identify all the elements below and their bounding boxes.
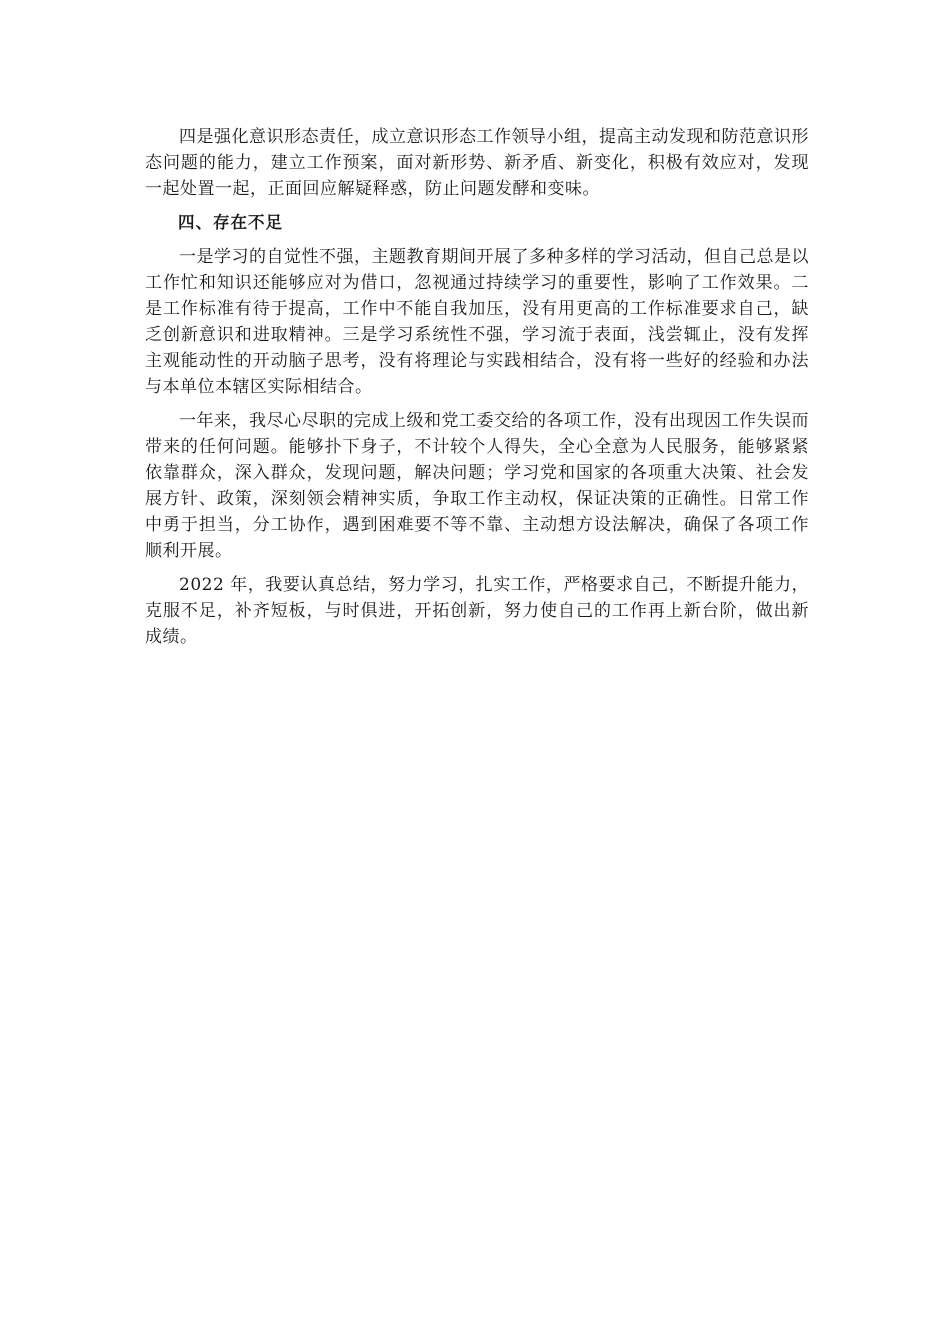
paragraph-outlook: 2022 年，我要认真总结，努力学习，扎实工作，严格要求自己，不断提升能力，克服不足，补齐短板，与时俱进，开拓创新，努力使自己的工作再上新台阶，做出新成绩。 xyxy=(145,575,809,647)
paragraph-year-summary: 一年来，我尽心尽职的完成上级和党工委交给的各项工作，没有出现因工作失误而带来的任何问题。能够扑下身子，不计较个人得失，全心全意为人民服务，能够紧紧依靠群众，深入群众，发现问题，解决问题；学习党和国家的各项重大决策、社会发展方针、政策，深刻领会精神实质，争取工作主动权，保证决策的正确性。日常工作中勇于担当，分工协作，遇到困难要不等不靠、主动想方设法解决，确保了各项工作顺利开展。 xyxy=(145,411,809,561)
paragraph-shortcomings: 一是学习的自觉性不强，主题教育期间开展了多种多样的学习活动，但自己总是以工作忙和知识还能够应对为借口，忽视通过持续学习的重要性，影响了工作效果。二是工作标准有待于提高，工作中不能自我加压，没有用更高的工作标准要求自己，缺乏创新意识和进取精神。三是学习系统性不强，学习流于表面，浅尝辄止，没有发挥主观能动性的开动脑子思考，没有将理论与实践相结合，没有将一些好的经验和办法与本单位本辖区实际相结合。 xyxy=(145,247,809,397)
section-heading-shortcomings: 四、存在不足 xyxy=(178,213,283,232)
paragraph-ideology-responsibility: 四是强化意识形态责任，成立意识形态工作领导小组，提高主动发现和防范意识形态问题的能力，建立工作预案，面对新形势、新矛盾、新变化，积极有效应对，发现一起处置一起，正面回应解疑释惑，防止问题发酵和变味。 xyxy=(145,127,809,199)
document-body xyxy=(145,124,809,658)
